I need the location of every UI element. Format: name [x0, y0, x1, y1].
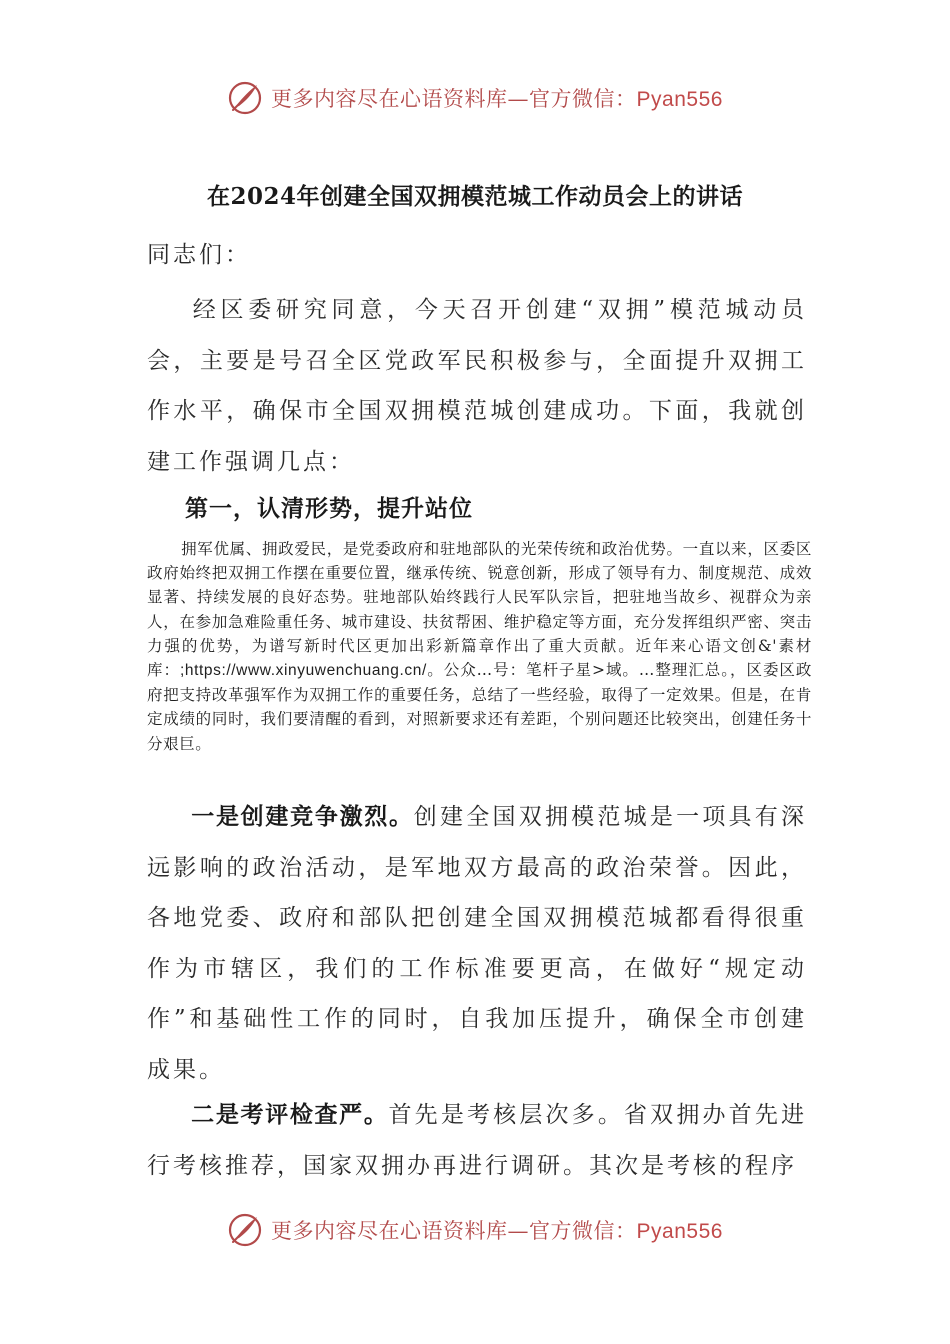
- header-banner: [0, 80, 950, 116]
- point2-lead: 二是考评检查严。: [191, 1101, 389, 1128]
- quill-logo-icon: [227, 80, 263, 116]
- intro-paragraph: 经区委研究同意，今天召开创建“双拥”模范城动员会，主要是号召全区党政军民积极参与，全面提升双拥工作水平，确保市全国双拥模范城创建成功。下面，我就创建工作强调几点：: [147, 297, 807, 475]
- page-title: 在2024年创建全国双拥模范城工作动员会上的讲话: [206, 183, 743, 210]
- banner-text: 更多内容尽在心语资料库—官方微信：Pyan556: [271, 87, 723, 111]
- point2-paragraph: 二是考评检查严。首先是考核层次多。省双拥办首先进行考核推荐，国家双拥办再进行调研。其次是考核的程序: [147, 1101, 808, 1179]
- banner-text: 更多内容尽在心语资料库—官方微信：Pyan556: [271, 1219, 723, 1243]
- salutation: 同志们：: [147, 242, 251, 268]
- point1-paragraph: 一是创建竞争激烈。创建全国双拥模范城是一项具有深远影响的政治活动，是军地双方最高的政治荣誉。因此，各地党委、政府和部队把创建全国双拥模范城都看得很重作为市辖区，我们的工作标准要更高，在做好“规定动作”和基础性工作的同时，自我加压提升，确保全市创建成果。: [147, 803, 808, 1083]
- section1-paragraph: 拥军优属、拥政爱民，是党委政府和驻地部队的光荣传统和政治优势。一直以来，区委区政府始终把双拥工作摆在重要位置，继承传统、锐意创新，形成了领导有力、制度规范、成效显著、持续发展的良好态势。驻地部队始终践行人民军队宗旨，把驻地当故乡、视群众为亲人，在参加急难险重任务、城市建设、扶贫帮困、维护稳定等方面，充分发挥组织严密、突击力强的优势，为谱写新时代区更加出彩新篇章作出了重大贡献。近年来心语文创&'素材库：;https://www.xinyuwenchuang.cn/。公众…号：笔杆子星>域。…整理汇总。，区委区政府把支持改革强军作为双拥工作的重要任务，总结了一些经验，取得了一定效果。但是，在肯定成绩的同时，我们要清醒的看到，对照新要求还有差距，个别问题还比较突出，创建任务十分艰巨。: [147, 540, 812, 753]
- point1-lead: 一是创建竞争激烈。: [191, 803, 414, 830]
- source-url: ;https://www.xinyuwenchuang.cn/: [179, 662, 427, 680]
- wechat-id: Pyan556: [636, 88, 723, 111]
- wechat-id: Pyan556: [636, 1220, 723, 1243]
- quill-logo-icon: [227, 1212, 263, 1248]
- footer-banner: [0, 1212, 950, 1248]
- section-heading: 第一，认清形势，提升站位: [185, 495, 473, 522]
